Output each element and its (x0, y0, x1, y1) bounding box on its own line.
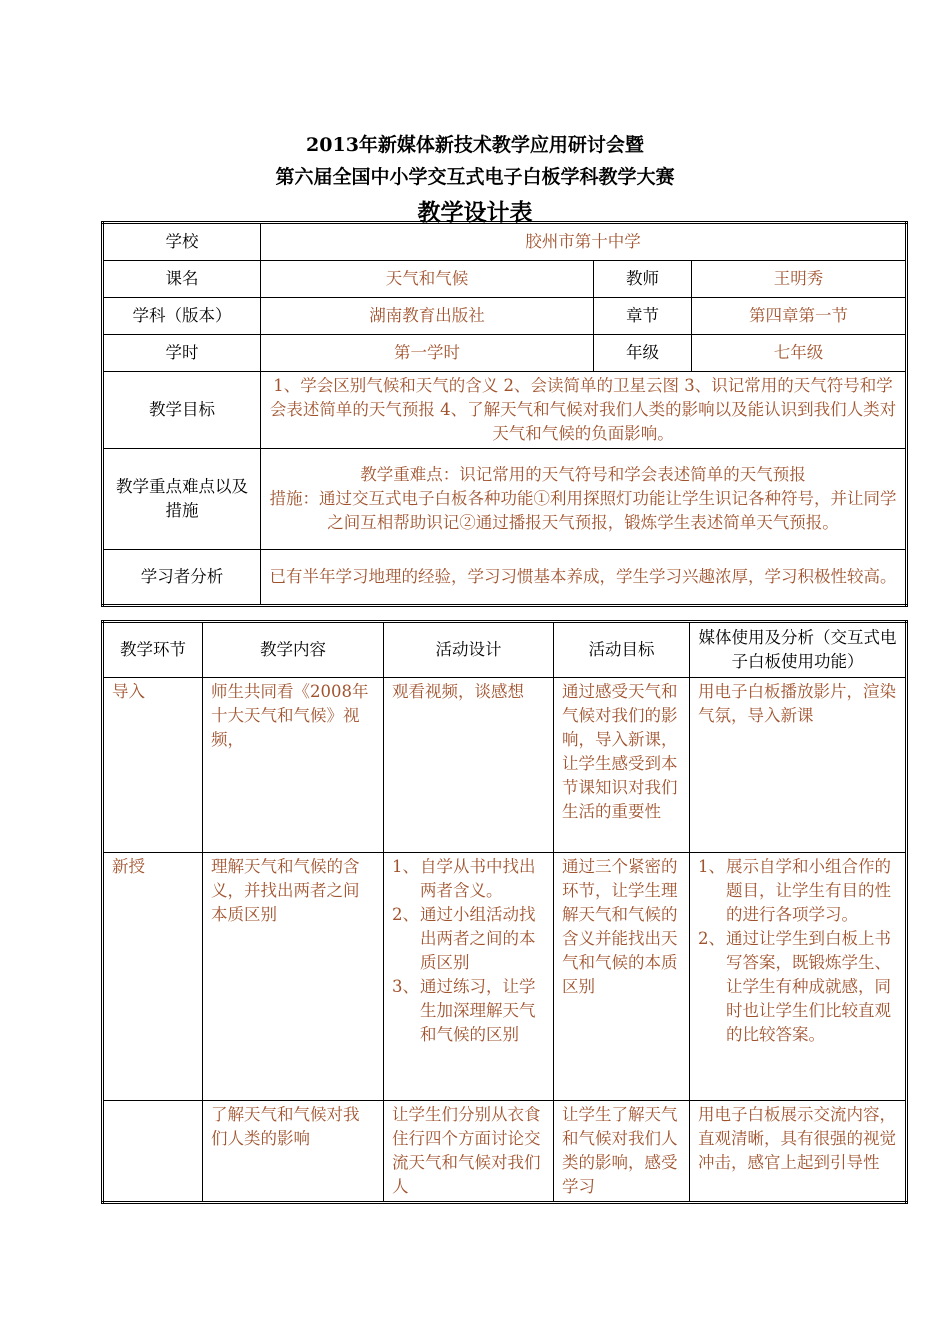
goal-cell: 通过感受天气和气候对我们的影响，导入新课，让学生感受到本节课知识对我们生活的重要性 (554, 678, 690, 853)
subject-label: 学科（版本） (103, 298, 261, 335)
list-item: 1、 展示自学和小组合作的题目，让学生有目的性的进行各项学习。 (698, 857, 891, 924)
design-info-table (101, 221, 908, 607)
teacher-label: 教师 (594, 261, 692, 298)
grade-label: 年级 (594, 335, 692, 372)
content-cell: 师生共同看《2008年十大天气和气候》视频， (203, 678, 384, 853)
table-row (103, 372, 907, 449)
table-row (103, 298, 907, 335)
goal-label: 教学目标 (103, 372, 261, 449)
key-points-label: 教学重点难点以及措施 (103, 449, 261, 550)
learner-value: 已有半年学习地理的经验，学习习惯基本养成，学生学习兴趣浓厚，学习积极性较高。 (261, 550, 907, 606)
content-cell: 了解天气和气候对我们人类的影响 (203, 1101, 384, 1203)
course-value: 天气和气候 (261, 261, 594, 298)
lesson-process-table (101, 620, 908, 1204)
table-row (103, 678, 907, 853)
media-cell (690, 853, 907, 1101)
stage-cell (103, 1101, 203, 1203)
header-goal: 活动目标 (554, 622, 690, 678)
school-value: 胶州市第十中学 (261, 223, 907, 261)
learner-label: 学习者分析 (103, 550, 261, 606)
list-item: 3、 通过练习，让学生加深理解天气和气候的区别 (392, 977, 536, 1044)
stage-cell: 导入 (103, 678, 203, 853)
table-row (103, 335, 907, 372)
table-row (103, 223, 907, 261)
teacher-value: 王明秀 (692, 261, 907, 298)
content-cell: 理解天气和气候的含义，并找出两者之间本质区别 (203, 853, 384, 1101)
goal-value: 1、学会区别气候和天气的含义 2、会读简单的卫星云图 3、识记常用的天气符号和学会表述简单的天气预报 4、了解天气和气候对我们人类的影响以及能认识到我们人类对天气和气候的负面影响。 (261, 372, 907, 449)
header-media: 媒体使用及分析（交互式电子白板使用功能） (690, 622, 907, 678)
design-cell: 让学生们分别从衣食住行四个方面讨论交流天气和气候对我们人 (384, 1101, 554, 1203)
media-steps-list (698, 855, 897, 1047)
doc-title-line2: 第六届全国中小学交互式电子白板学科教学大赛 (275, 166, 675, 188)
goal-cell: 让学生了解天气和气候对我们人类的影响，感受学习 (554, 1101, 690, 1203)
header-design: 活动设计 (384, 622, 554, 678)
doc-title-line1: 2013年新媒体新技术教学应用研讨会暨 (306, 134, 644, 156)
key-points-line1: 教学重难点：识记常用的天气符号和学会表述简单的天气预报 (360, 465, 806, 484)
school-label: 学校 (103, 223, 261, 261)
key-points-value (261, 449, 907, 550)
design-cell: 观看视频，谈感想 (384, 678, 554, 853)
list-item: 1、 自学从书中找出两者含义。 (392, 857, 536, 900)
period-label: 学时 (103, 335, 261, 372)
doc-title-main: 教学设计表 (417, 199, 533, 226)
list-item: 2、 通过让学生到白板上书写答案，既锻炼学生、让学生有种成就感，同时也让学生们比较直观的比较答案。 (698, 929, 891, 1044)
course-label: 课名 (103, 261, 261, 298)
table-header-row (103, 622, 907, 678)
chapter-label: 章节 (594, 298, 692, 335)
table-row (103, 1101, 907, 1203)
header-content: 教学内容 (203, 622, 384, 678)
table-row (103, 550, 907, 606)
goal-cell: 通过三个紧密的环节，让学生理解天气和气候的含义并能找出天气和气候的本质区别 (554, 853, 690, 1101)
stage-cell: 新授 (103, 853, 203, 1101)
design-steps-list (392, 855, 545, 1047)
header-stage: 教学环节 (103, 622, 203, 678)
design-cell (384, 853, 554, 1101)
key-points-line2: 措施：通过交互式电子白板各种功能①利用探照灯功能让学生识记各种符号，并让同学之间互相帮助识记②通过播报天气预报，锻炼学生表述简单天气预报。 (269, 489, 897, 532)
grade-value: 七年级 (692, 335, 907, 372)
list-item: 2、 通过小组活动找出两者之间的本质区别 (392, 905, 536, 972)
subject-value: 湖南教育出版社 (261, 298, 594, 335)
table-row (103, 449, 907, 550)
media-cell: 用电子白板展示交流内容，直观清晰，具有很强的视觉冲击，感官上起到引导性 (690, 1101, 907, 1203)
period-value: 第一学时 (261, 335, 594, 372)
media-cell: 用电子白板播放影片，渲染气氛，导入新课 (690, 678, 907, 853)
chapter-value: 第四章第一节 (692, 298, 907, 335)
table-row (103, 853, 907, 1101)
table-row (103, 261, 907, 298)
